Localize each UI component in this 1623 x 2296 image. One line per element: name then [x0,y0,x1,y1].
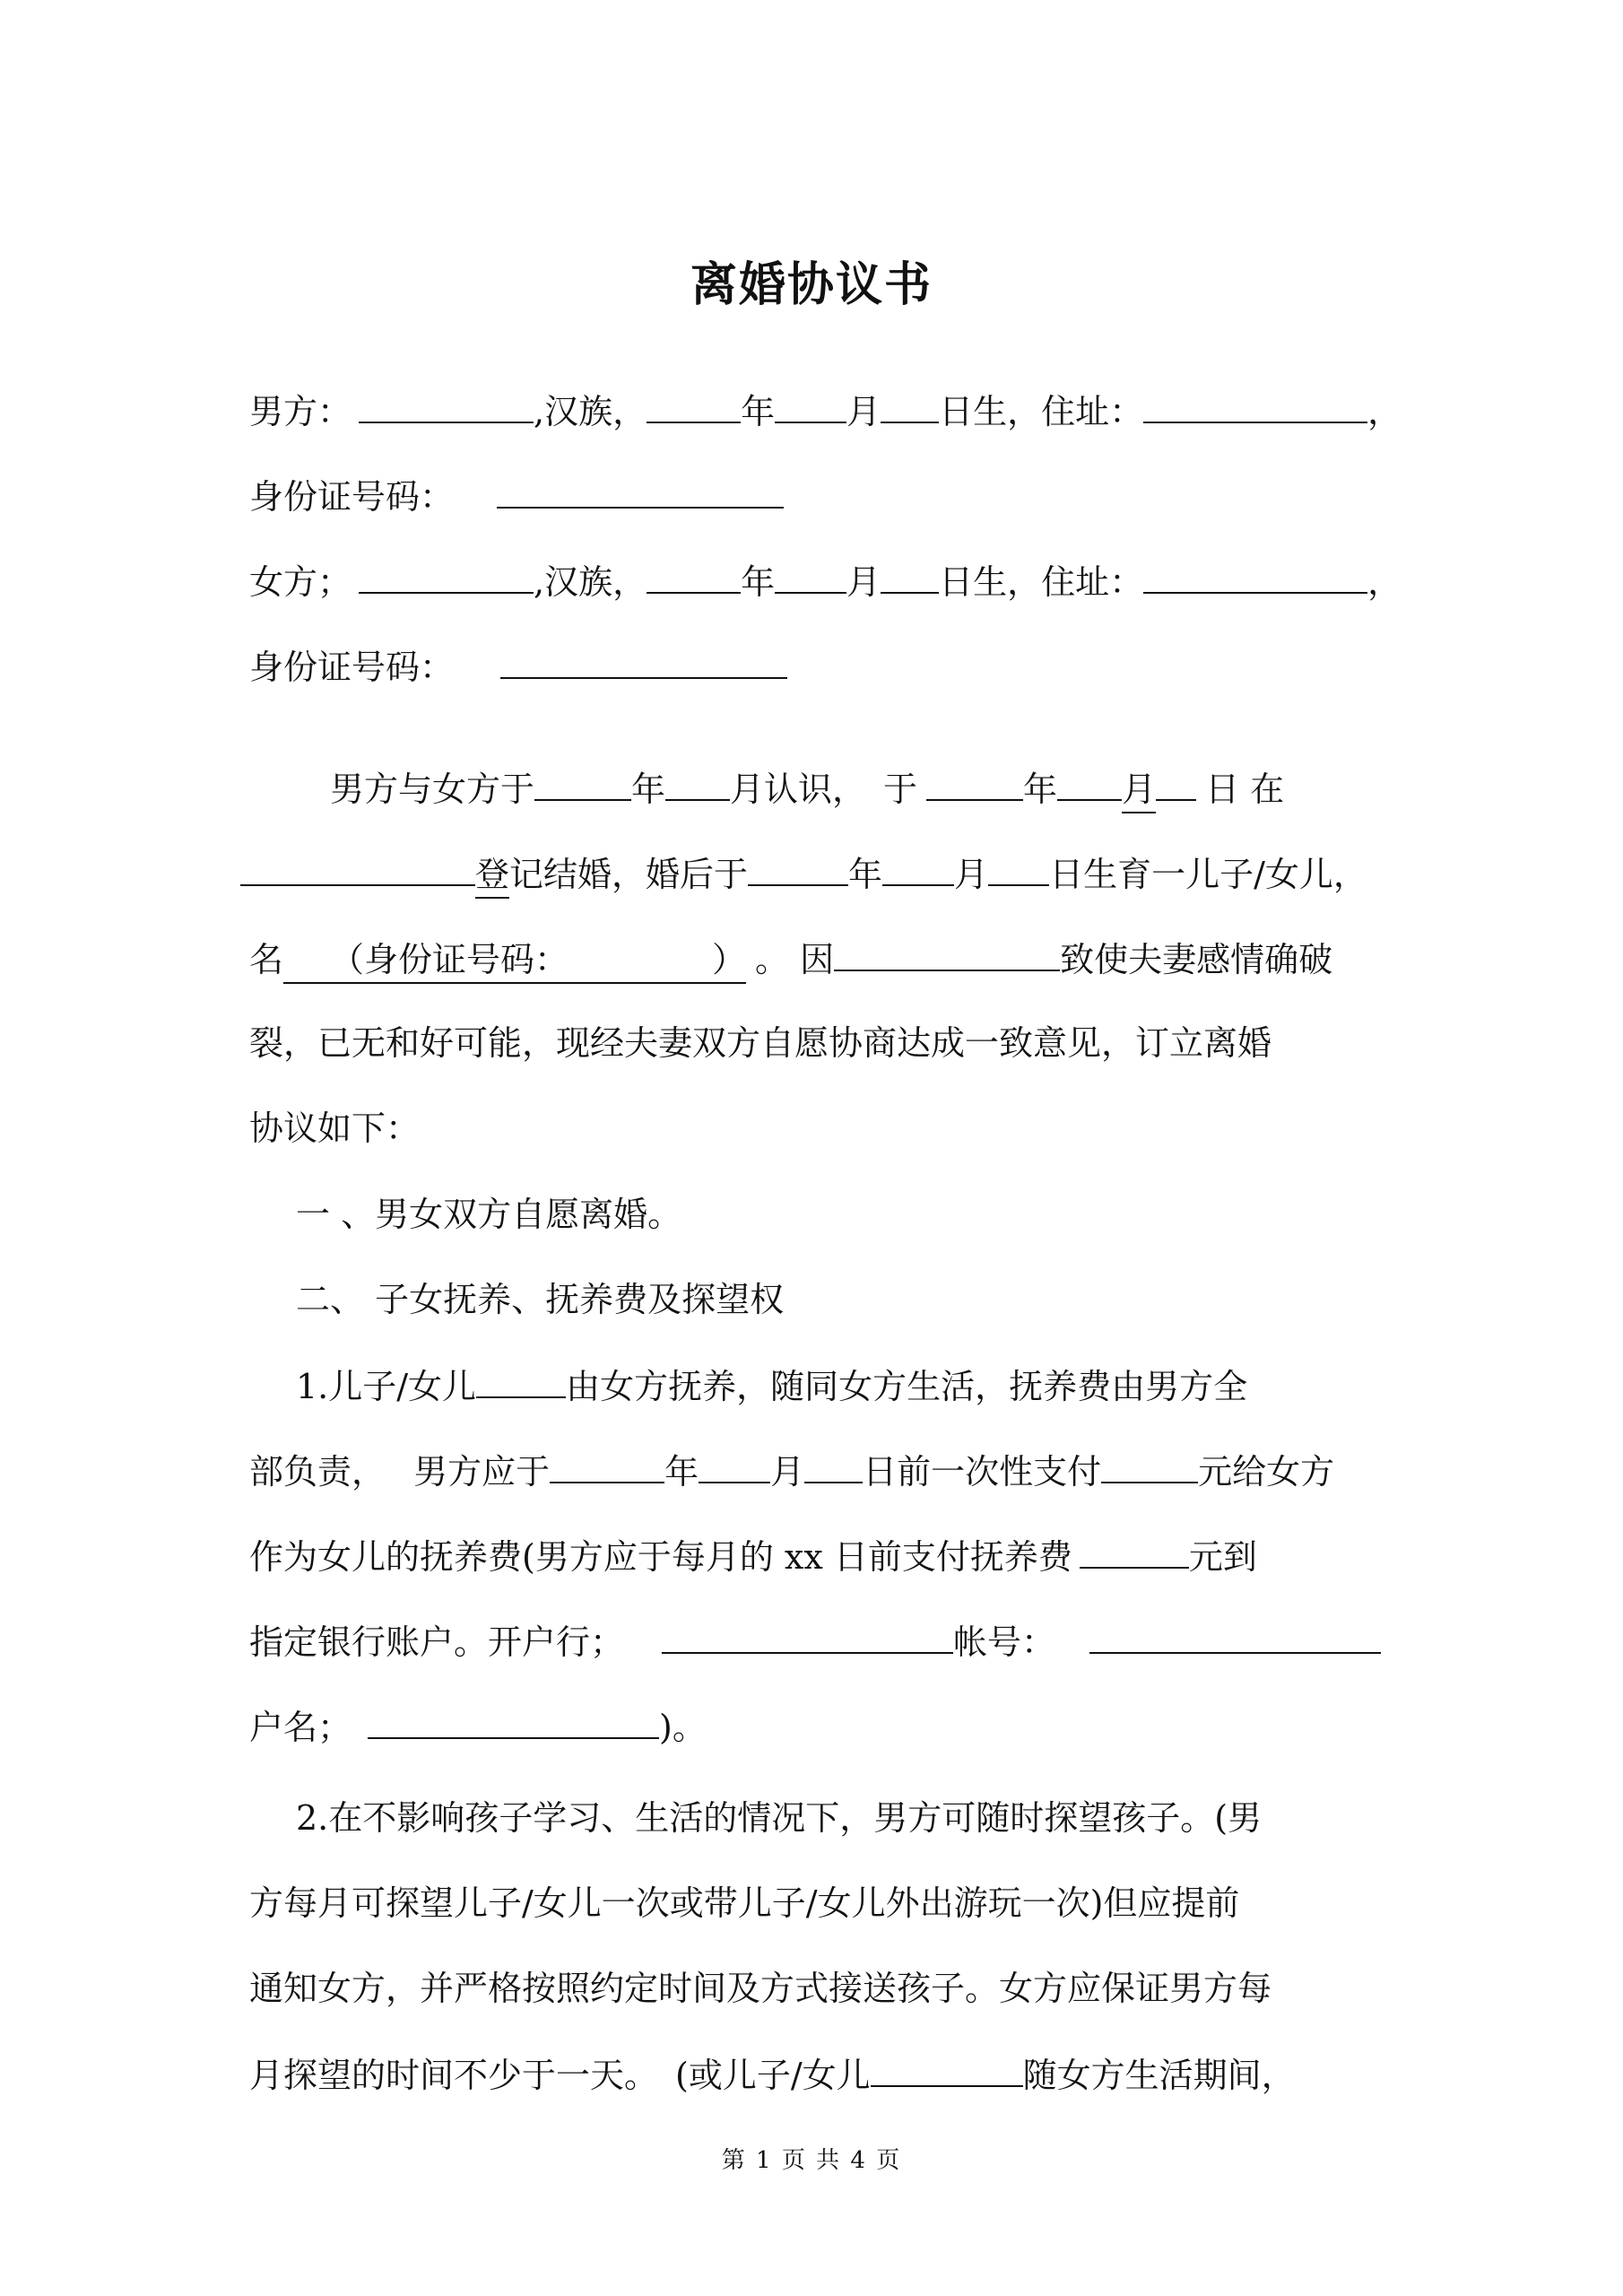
female-ethnic: ,汉族， [534,562,647,602]
marry-day-blank[interactable] [1156,765,1196,801]
female-address-blank[interactable] [1143,558,1367,594]
birth-month-blank[interactable] [882,850,954,886]
child-name-blank[interactable] [294,937,330,971]
item1-line-3 [249,1533,1379,1579]
item2-line-4 [249,2051,1379,2098]
account-holder-label: 户名； [249,1708,352,1747]
intro-text: 。 因 [755,940,835,979]
reason-blank[interactable] [834,935,1060,971]
year-label: 年 [664,1452,699,1492]
comma: ， [1367,392,1402,431]
account-label: 帐号： [953,1622,1056,1662]
clause-1: 一 、男女双方自愿离婚。 [296,1195,682,1234]
male-id-label: 身份证号码： [249,477,455,517]
item1-line-1 [296,1362,1426,1409]
month-label: 月 [770,1452,805,1492]
female-name-blank[interactable] [359,558,534,594]
female-birth-month-blank[interactable] [775,558,846,594]
item1-line-5 [249,1703,1379,1750]
item-text: 元给女方 [1198,1452,1335,1492]
marry-year-blank[interactable] [926,765,1023,801]
intro-line-2 [240,850,1370,899]
registry-place-blank[interactable] [240,850,475,886]
male-id-blank[interactable] [497,473,784,509]
item-text: 作为女儿的抚养费(男方应于每月的 xx 日前支付抚养费 [249,1537,1072,1577]
day-address-label: 日生，住址： [939,392,1144,431]
item-text: 随女方生活期间， [1022,2056,1296,2095]
intro-text: 登 [475,852,509,899]
bank-label: 指定银行账户。开户行； [249,1622,625,1662]
male-id-line [249,473,1379,519]
male-name-blank[interactable] [359,387,534,423]
item-text: 部负责， 男方应于 [249,1452,551,1492]
item1-line-2 [249,1448,1379,1494]
id-label: （身份证号码： [330,940,569,979]
item-text: )。 [659,1708,707,1747]
year-label: 年 [631,770,666,809]
item2-line-3: 通知女方，并严格按照约定时间及方式接送孩子。女方应保证男方每 [249,1969,1272,2008]
item-text: 1.儿子/女儿 [296,1367,477,1406]
intro-text: 日生育一儿子/女儿， [1049,855,1367,894]
bank-name-blank[interactable] [662,1618,953,1654]
lump-sum-blank[interactable] [1101,1448,1198,1483]
intro-line-1 [330,765,1460,813]
female-label: 女方； [249,562,352,602]
item1-line-4 [249,1618,1379,1665]
year-label: 年 [741,392,776,431]
item-text: 由女方抚养，随同女方生活，抚养费由男方全 [566,1367,1248,1406]
year-label: 年 [1023,770,1058,809]
female-id-line [249,643,1379,690]
female-id-blank[interactable] [500,643,787,679]
intro-line-5: 协议如下： [249,1109,421,1148]
birth-year-blank[interactable] [748,850,848,886]
meet-year-blank[interactable] [534,765,631,801]
pay-year-blank[interactable] [550,1448,664,1483]
marry-month-blank[interactable] [1057,765,1122,801]
female-info-line [249,558,1402,604]
pay-day-blank[interactable] [804,1448,863,1483]
item-text: 月探望的时间不少于一天。 (或儿子/女儿 [249,2056,871,2095]
intro-text: 名 [249,940,284,979]
female-birth-day-blank[interactable] [881,558,939,594]
birth-day-blank[interactable] [988,850,1049,886]
account-number-blank[interactable] [1089,1618,1381,1654]
item2-line-1: 2.在不影响孩子学习、生活的情况下，男方可随时探望孩子。(男 [296,1798,1263,1838]
item2-line-2: 方每月可探望儿子/女儿一次或带儿子/女儿外出游玩一次)但应提前 [249,1883,1240,1923]
male-info-line [249,387,1402,434]
intro-text: 记结婚，婚后于 [509,855,749,894]
intro-text: 月认识， 于 [730,770,918,809]
month-label: 月 [846,392,881,431]
visit-child-blank[interactable] [871,2051,1023,2087]
day-address-label: 日生，住址： [939,562,1144,602]
meet-month-blank[interactable] [665,765,730,801]
male-label: 男方： [249,392,352,431]
intro-text: 致使夫妻感情确破 [1060,940,1333,979]
male-birth-year-blank[interactable] [647,387,741,423]
year-label: 年 [741,562,776,602]
account-holder-blank[interactable] [368,1703,659,1739]
page-footer: 第 1 页 共 4 页 [721,2147,902,2174]
child-name-id-underlined[interactable] [283,937,746,984]
custody-child-blank[interactable] [476,1362,566,1398]
pay-month-blank[interactable] [699,1448,770,1483]
female-birth-year-blank[interactable] [647,558,741,594]
male-birth-month-blank[interactable] [775,387,846,423]
intro-line-4: 裂，已无和好可能，现经夫妻双方自愿协商达成一致意见，订立离婚 [249,1023,1272,1063]
male-address-blank[interactable] [1143,387,1367,423]
child-id-blank[interactable] [568,937,712,971]
item-text: 元到 [1188,1537,1257,1577]
day-label: 日 在 [1205,770,1285,809]
intro-text: 男方与女方于 [330,770,535,809]
month-label: 月 [1122,767,1156,813]
comma: ， [1367,562,1402,602]
female-id-label: 身份证号码： [249,648,455,687]
male-ethnic: ,汉族， [534,392,647,431]
page-title: 离婚协议书 [690,258,933,312]
clause-2: 二、 子女抚养、抚养费及探望权 [296,1280,785,1319]
monthly-amount-blank[interactable] [1080,1533,1189,1569]
month-label: 月 [954,855,989,894]
year-label: 年 [848,855,883,894]
month-label: 月 [846,562,881,602]
paren: ） [712,940,747,979]
item-text: 日前一次性支付 [863,1452,1102,1492]
male-birth-day-blank[interactable] [881,387,939,423]
intro-line-3 [249,935,1379,984]
